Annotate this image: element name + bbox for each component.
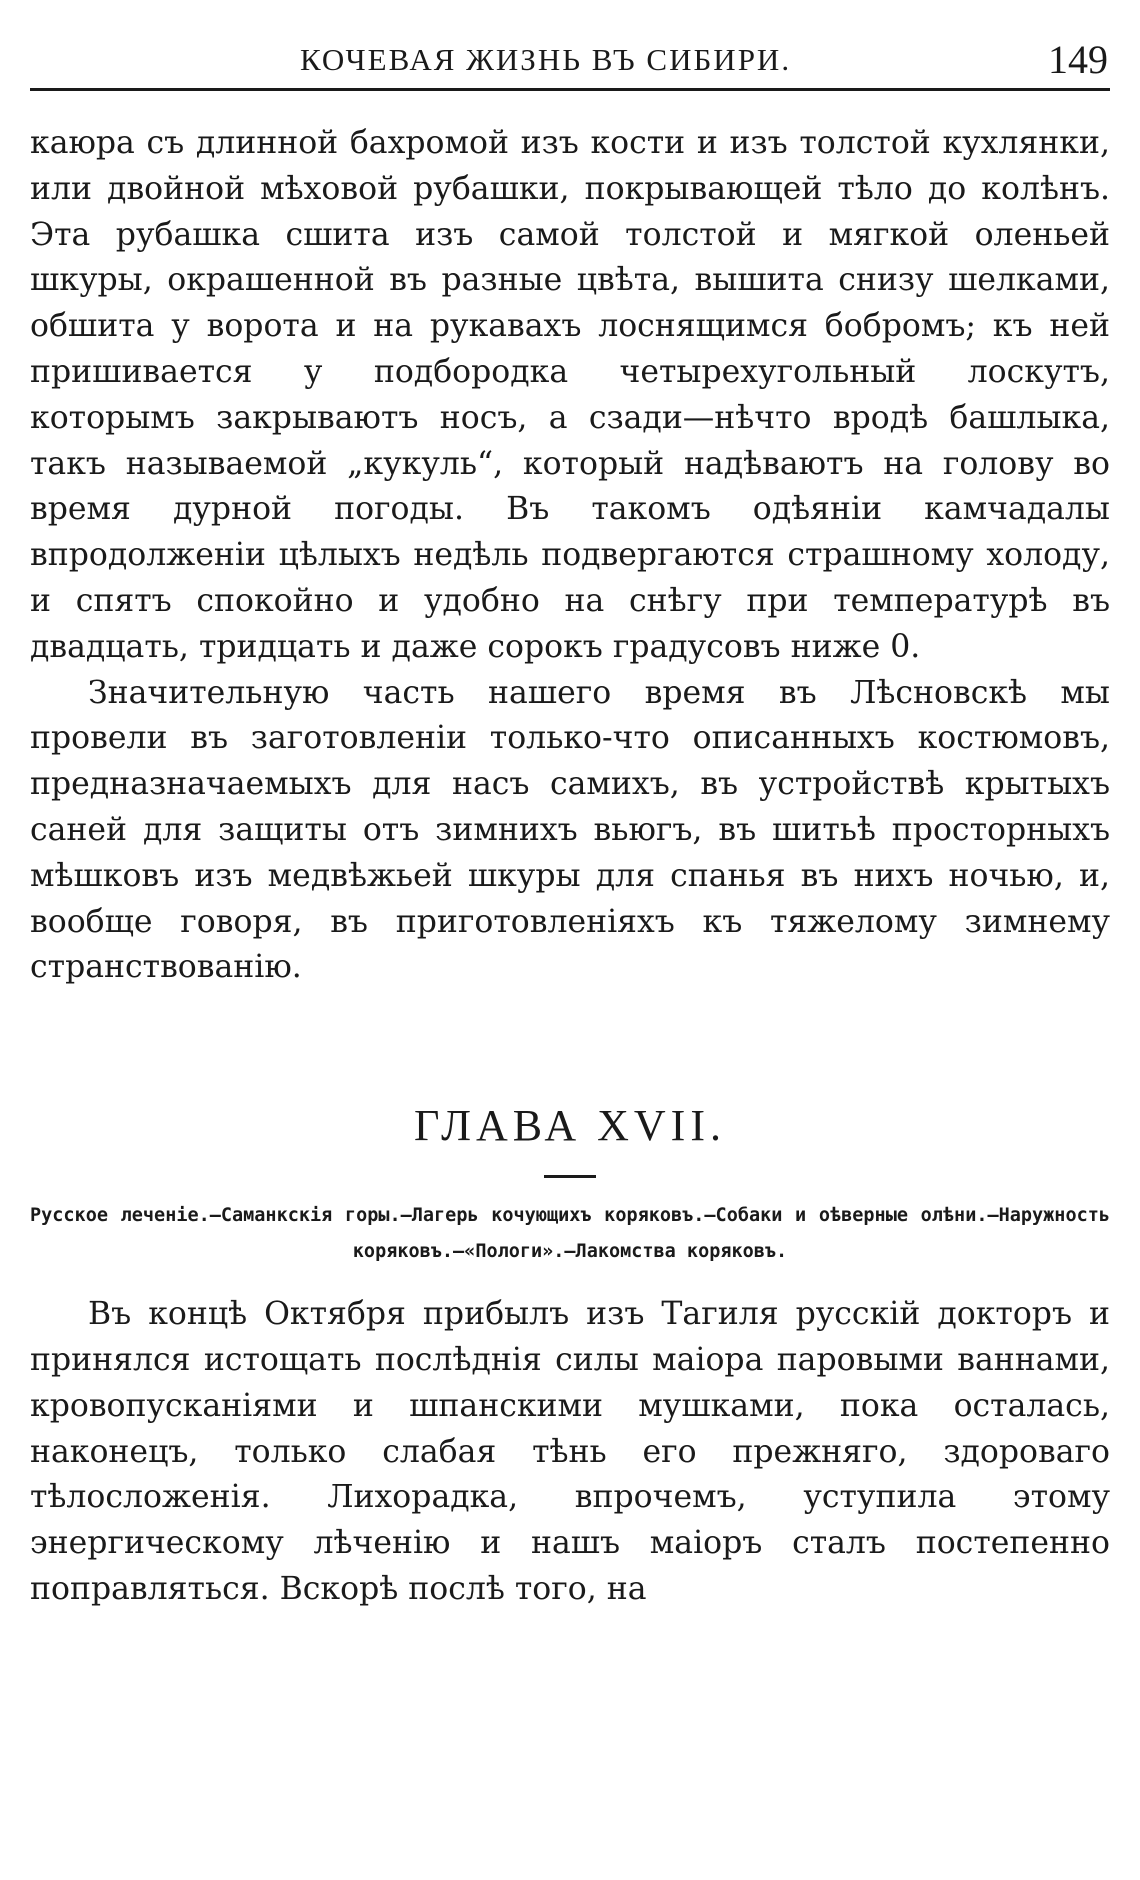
chapter-heading-block	[30, 1101, 1110, 1270]
running-title: КОЧЕВАЯ ЖИЗНЬ ВЪ СИБИРИ.	[300, 42, 792, 77]
chapter-title: ГЛАВА XVII.	[414, 1101, 726, 1151]
paragraph-continued: каюра съ длинной бахромой изъ кости и изъ толстой кухлянки, или двойной мѣховой рубашки, покрывающей тѣло до колѣнъ. Эта рубашка сшита изъ самой толстой и мягкой оленьей шкуры, окрашенной въ разные цвѣта, вышита снизу шелками, обшита у ворота и на рукавахъ лоснящимся бобромъ; къ ней пришивается у подбородка четырехугольный лоскутъ, которымъ закрываютъ носъ, а сзади—нѣчто вродѣ башлыка, такъ называемой „кукуль“, который надѣваютъ на голову во время дурной погоды. Въ такомъ одѣяніи камчадалы впродолженіи цѣлыхъ недѣль подвергаются страшному холоду, и спятъ спокойно и удобно на снѣгу при температурѣ въ двадцать, тридцать и даже сорокъ градусовъ ниже 0.	[30, 125, 1110, 665]
chapter-body	[30, 1292, 1110, 1613]
paragraph: Въ концѣ Октября прибылъ изъ Тагиля русскій докторъ и принялся истощать послѣднія силы маіора паровыми ваннами, кровопусканіями и шпанскими мушками, пока осталась, наконецъ, только слабая тѣнь его прежняго, здороваго тѣлосложенія. Лихорадка, впрочемъ, уступила этому энергическому лѣченію и нашъ маіоръ сталъ постепенно поправляться. Вскорѣ послѣ того, на	[30, 1296, 1110, 1607]
running-header	[30, 38, 1110, 91]
chapter-summary: Русское леченіе.—Саманкскія горы.—Лагерь кочующихъ коряковъ.—Собаки и оѣверные олѣни.—Наружность коряковъ.—«Пологи».—Лакомства коряковъ.	[30, 1205, 1110, 1263]
body-text	[30, 121, 1110, 991]
book-page	[30, 38, 1110, 1613]
paragraph: Значительную часть нашего время въ Лѣсновскѣ мы провели въ заготовленіи только-что описанныхъ костюмовъ, предназначаемыхъ для насъ самихъ, въ устройствѣ крытыхъ саней для защиты отъ зимнихъ вьюгъ, въ шитьѣ просторныхъ мѣшковъ изъ медвѣжьей шкуры для спанья въ нихъ ночью, и, вообще говоря, въ приготовленіяхъ къ тяжелому зимнему странствованію.	[30, 674, 1110, 986]
page-number: 149	[1048, 37, 1108, 82]
chapter-divider	[544, 1175, 596, 1178]
